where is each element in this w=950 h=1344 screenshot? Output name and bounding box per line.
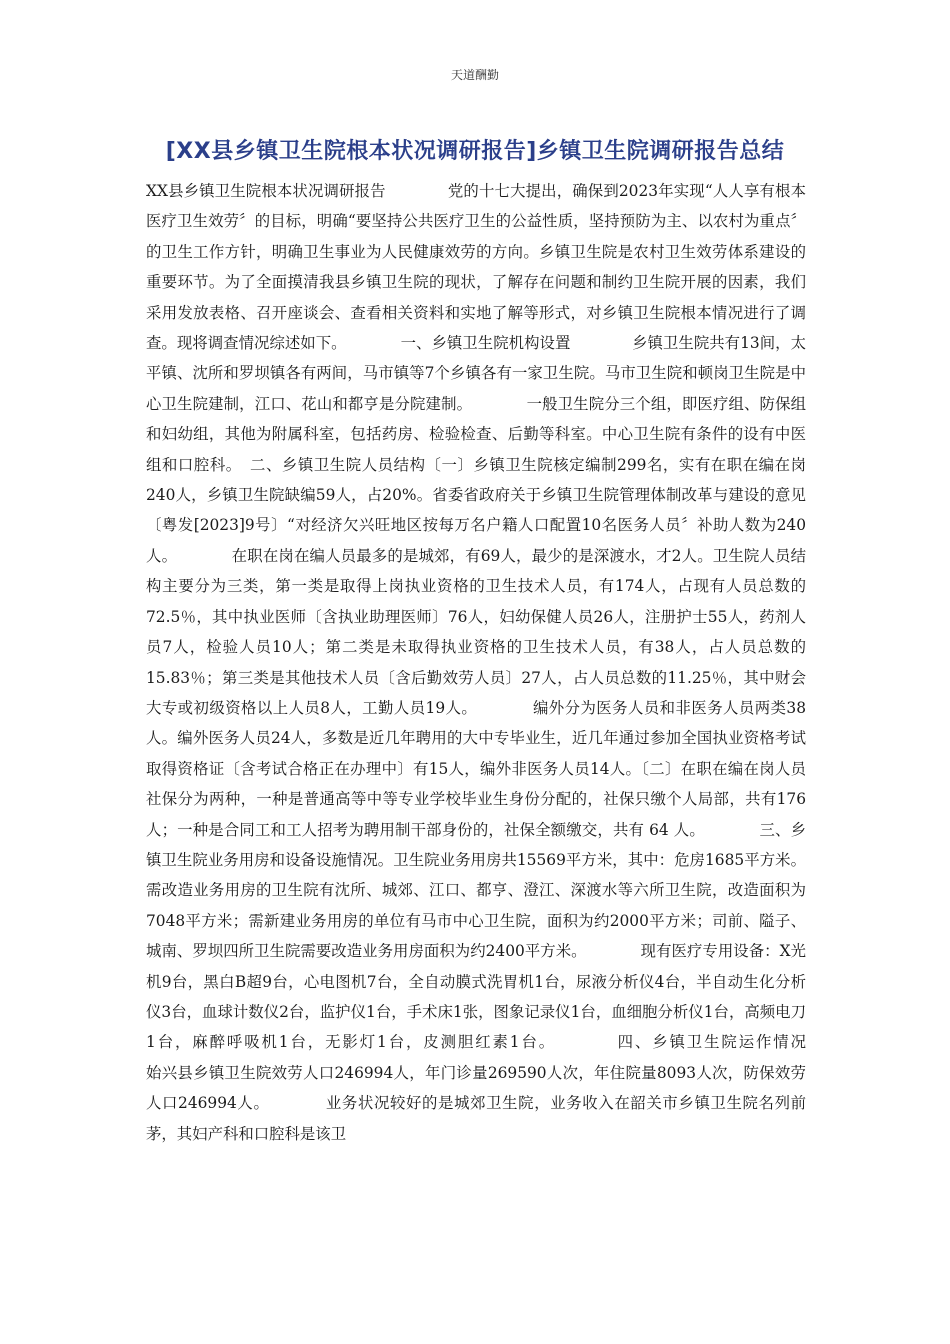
document-title: [XX县乡镇卫生院根本状况调研报告]乡镇卫生院调研报告总结 xyxy=(165,139,785,164)
page-header: 天道酬勤 xyxy=(450,68,499,82)
document-body xyxy=(146,176,868,1149)
body-paragraph: XX县乡镇卫生院根本状况调研报告 党的十七大提出，确保到2023年实现“人人享有根本医疗卫生效劳〞的目标，明确“要坚持公共医疗卫生的公益性质，坚持预防为主、以农村为重点〞的卫生工作方针，明确卫生事业为人民健康效劳的方向。乡镇卫生院是农村卫生效劳体系建设的重要环节。为了全面摸清我县乡镇卫生院的现状，了解存在问题和制约卫生院开展的因素，我们采用发放表格、召开座谈会、查看相关资料和实地了解等形式，对乡镇卫生院根本情况进行了调查。现将调查情况综述如下。 一、乡镇卫生院机构设置 乡镇卫生院共有13间，太平镇、沈所和罗坝镇各有两间，马市镇等7个乡镇各有一家卫生院。马市卫生院和顿岗卫生院是中心卫生院建制，江口、花山和都亨是分院建制。 一般卫生院分三个组，即医疗组、防保组和妇幼组，其他为附属科室，包括药房、检验检查、后勤等科室。中心卫生院有条件的设有中医组和口腔科。 二、乡镇卫生院人员结构〔一〕乡镇卫生院核定编制299名，实有在职在编在岗240人，乡镇卫生院缺编59人，占20%。省委省政府关于乡镇卫生院管理体制改革与建设的意见〔粤发[2023]9号〕“对经济欠兴旺地区按每万名户籍人口配置10名医务人员〞补助人数为240人。 在职在岗在编人员最多的是城郊，有69人，最少的是深渡水，才2人。卫生院人员结构主要分为三类，第一类是取得上岗执业资格的卫生技术人员，有174人，占现有人员总数的72.5％，其中执业医师〔含执业助理医师〕76人，妇幼保健人员26人，注册护士55人，药剂人员7人，检验人员10人；第二类是未取得执业资格的卫生技术人员，有38人，占人员总数的15.83％；第三类是其他技术人员〔含后勤效劳人员〕27人，占人员总数的11.25％，其中财会大专或初级资格以上人员8人，工勤人员19人。 编外分为医务人员和非医务人员两类38人。编外医务人员24人，多数是近几年聘用的大中专毕业生，近几年通过参加全国执业资格考试取得资格证〔含考试合格正在办理中〕有15人，编外非医务人员14人。〔二〕在职在编在岗人员社保分为两种，一种是普通高等中等专业学校毕业生身份分配的，社保只缴个人局部，共有176人；一种是合同工和工人招考为聘用制干部身份的，社保全额缴交，共有 64 人。 三、乡镇卫生院业务用房和设备设施情况。卫生院业务用房共15569平方米，其中：危房1685平方米。需改造业务用房的卫生院有沈所、城郊、江口、都亨、澄江、深渡水等六所卫生院，改造面积为7048平方米；需新建业务用房的单位有马市中心卫生院，面积为约2000平方米；司前、隘子、城南、罗坝四所卫生院需要改造业务用房面积为约2400平方米。 现有医疗专用设备：X光机9台，黑白B超9台，心电图机7台，全自动膜式洗胃机1台，尿液分析仪4台，半自动生化分析仪3台，血球计数仪2台，监护仪1台，手术床1张，图象记录仪1台，血细胞分析仪1台，高频电刀1台，麻醉呼吸机1台，无影灯1台，皮测胆红素1台。 四、乡镇卫生院运作情况 始兴县乡镇卫生院效劳人口246994人，年门诊量269590人次，年住院量8093人次，防保效劳人口246994人。 业务状况较好的是城郊卫生院，业务收入在韶关市乡镇卫生院名列前茅，其妇产科和口腔科是该卫 xyxy=(146,182,868,1143)
